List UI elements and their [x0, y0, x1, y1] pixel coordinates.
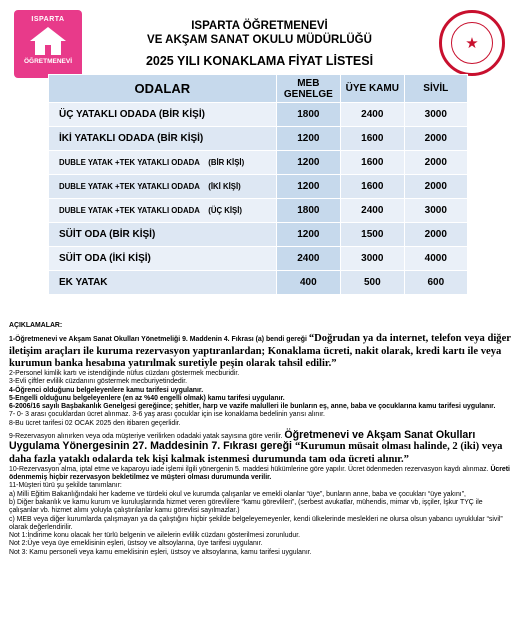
room-type: DUBLE YATAK +TEK YATAKLI ODADA (ÜÇ KİŞİ) — [49, 199, 277, 223]
seal-inner-ring — [451, 22, 493, 64]
note-7: 7- 0- 3 arası çocuklardan ücret alınmaz. 3-6 yaş arası çocuklar için ise konaklama bedelinin yarısı alınır. — [9, 411, 325, 419]
price-uye: 1600 — [341, 127, 405, 151]
table-row — [49, 223, 468, 247]
note-9-rule: Öğretmenevi ve Akşam Sanat Okulları Uygulama Yönergesinin 27. Maddesinin 7. Fıkrası gereği — [9, 428, 476, 453]
price-sivil: 2000 — [404, 127, 467, 151]
col-header-sivil: SİVİL — [404, 75, 467, 103]
institution-name: ISPARTA ÖĞRETMENEVİ — [191, 20, 328, 32]
institution-subname: VE AKŞAM SANAT OKULU MÜDÜRLÜĞÜ — [147, 34, 372, 46]
note-6: 6-2006/16 sayılı Başbakanlık Genelgesi gereğince; şehitler, harp ve vazife malulleri ile bunların eş, anne, baba ve çocuklarına kamu tarifesi uygulanır. — [9, 403, 496, 411]
price-meb: 1200 — [276, 175, 340, 199]
col-header-meb: MEB GENELGE — [276, 75, 340, 103]
note-b: b) Diğer bakanlık ve kamu kurum ve kuruluşlarında hizmet veren görevlilere “kamu görevlileri”, (serbest avukatlar, mühendis, mimar vb, işçiler, İşkur TYÇ ile çalışanlar vb. hizmet alımı yoluyla çalıştırılanlar kamu görevlisi sayılmazlar.) — [9, 498, 483, 515]
note-5: 5-Engelli olduğunu belgeleyenlere (en az %40 engelli olmak) kamu tarifesi uygulanır. — [9, 394, 285, 402]
note-10-text: 10-Rezervasyon alma, iptal etme ve kaparoyu iade işlemi ilgili yönergenin 5. maddesi hükümlerine göre yapılır. Ücret ödenmeden rezervasyon kaydı alınmaz. — [9, 465, 491, 473]
note-4: 4-Öğrenci olduğunu belgeleyenlere kamu tarifesi uygulanır. — [9, 386, 204, 394]
price-meb: 2400 — [276, 247, 340, 271]
room-type: İKİ YATAKLI ODADA (BİR KİŞİ) — [49, 127, 277, 151]
table-row — [49, 199, 468, 223]
note-3: 3-Evli çiftler evlilik cüzdanını göstermek mecburiyetindedir. — [9, 378, 188, 386]
note-2: 2-Personel kimlik kartı ve istendiğinde nüfus cüzdanı göstermek mecburidir. — [9, 369, 240, 377]
price-sivil: 2000 — [404, 223, 467, 247]
price-uye: 1600 — [341, 175, 405, 199]
price-meb: 1200 — [276, 223, 340, 247]
not-2: Not 2:Üye veya üye emeklisinin eşleri, üstsoy ve altsoylarına, üye tarifesi uygulanır. — [9, 540, 263, 548]
note-11: 11-Müşteri türü şu şekilde tanımlanır: — [9, 482, 122, 490]
note-a: a) Milli Eğitim Bakanlığındaki her kademe ve türdeki okul ve kurumda çalışanlar ve emekli olanlar “üye”, bunların anne, baba ve çocukları “üye yakını”, — [9, 490, 466, 498]
room-type: SÜİT ODA (BİR KİŞİ) — [49, 223, 277, 247]
price-uye: 2400 — [341, 103, 405, 127]
not-3: Not 3: Kamu personeli veya kamu emeklisinin eşleri, üstsoy ve altsoylarına, kamu tarifesi uygulanır. — [9, 548, 312, 556]
col-header-rooms: ODALAR — [49, 75, 277, 103]
price-meb: 1200 — [276, 151, 340, 175]
table-row — [49, 175, 468, 199]
price-uye: 1500 — [341, 223, 405, 247]
price-meb: 1200 — [276, 127, 340, 151]
price-uye: 3000 — [341, 247, 405, 271]
meb-seal-logo — [439, 10, 505, 76]
notes-section — [9, 322, 511, 557]
note-10 — [9, 466, 511, 483]
price-meb: 1800 — [276, 103, 340, 127]
note-10-bold: Ücreti ödenmemiş hiçbir rezervasyon bekletilmez ve müşteri olması durumunda verilir. — [9, 465, 510, 482]
star-icon: ★ — [465, 35, 479, 52]
price-sivil: 600 — [404, 271, 467, 295]
col-header-uye: ÜYE KAMU — [341, 75, 405, 103]
note-8: 8-Bu ücret tarifesi 02 OCAK 2025 den itibaren geçerlidir. — [9, 419, 181, 427]
note-9-intro: 9-Rezervasyon alınırken veya oda müşteriye verilirken odadaki yatak sayısına göre verilir. — [9, 432, 285, 440]
notes-heading: AÇIKLAMALAR: — [9, 322, 63, 329]
logo-text-top: ISPARTA — [31, 16, 65, 23]
note-c: c) MEB veya diğer kurumlarda çalışmayan ya da çalıştığını hiçbir şekilde belgeleyemeyenler, kendi ülkelerinde meslekleri ne olursa olsun yabancı uyruklular “sivil” olarak değerlendirilir. — [9, 515, 503, 531]
table-row — [49, 103, 468, 127]
table-row — [49, 151, 468, 175]
price-meb: 1800 — [276, 199, 340, 223]
price-sivil: 2000 — [404, 151, 467, 175]
page-title: 2025 YILI KONAKLAMA FİYAT LİSTESİ — [145, 54, 374, 68]
price-table-header — [49, 75, 468, 103]
price-sivil: 2000 — [404, 175, 467, 199]
note-9 — [9, 430, 511, 466]
price-table — [48, 74, 468, 295]
logo-text-bottom: ÖĞRETMENEVİ — [23, 58, 73, 65]
table-row — [49, 271, 468, 295]
room-type: ÜÇ YATAKLI ODADA (BİR KİŞİ) — [49, 103, 277, 127]
price-sivil: 4000 — [404, 247, 467, 271]
room-type: DUBLE YATAK +TEK YATAKLI ODADA (BİR KİŞİ) — [49, 151, 277, 175]
room-type: SÜİT ODA (İKİ KİŞİ) — [49, 247, 277, 271]
price-meb: 400 — [276, 271, 340, 295]
table-row — [49, 127, 468, 151]
note-9-quote: “Kurumun müsait olması halinde, 2 (iki) veya daha fazla yataklı odalarda tek kişi kalmak istenmesi durumunda tam oda ücreti alınır.” — [9, 441, 503, 465]
room-type: DUBLE YATAK +TEK YATAKLI ODADA (İKİ KİŞİ) — [49, 175, 277, 199]
note-1-quote: “Doğrudan ya da internet, telefon veya diğer iletişim araçları ile kuruma rezervasyon yaptıranlardan; Konaklama ücreti, nakit olarak, kredi kartı ile veya kurumun banka hesabına yatırılmak suretiyle peşin olarak tahsil edilir.” — [9, 333, 511, 369]
price-uye: 2400 — [341, 199, 405, 223]
price-sivil: 3000 — [404, 103, 467, 127]
note-1 — [9, 333, 511, 370]
price-uye: 500 — [341, 271, 405, 295]
room-type: EK YATAK — [49, 271, 277, 295]
not-1: Not 1:İndirime konu olacak her türlü belgenin ve ailelerin evlilik cüzdanı gösterilmesi zorunludur. — [9, 532, 301, 540]
table-row — [49, 247, 468, 271]
price-sivil: 3000 — [404, 199, 467, 223]
note-1-intro: 1-Öğretmenevi ve Akşam Sanat Okulları Yönetmeliği 9. Maddenin 4. Fıkrası (a) bendi gereği — [9, 336, 309, 344]
price-uye: 1600 — [341, 151, 405, 175]
